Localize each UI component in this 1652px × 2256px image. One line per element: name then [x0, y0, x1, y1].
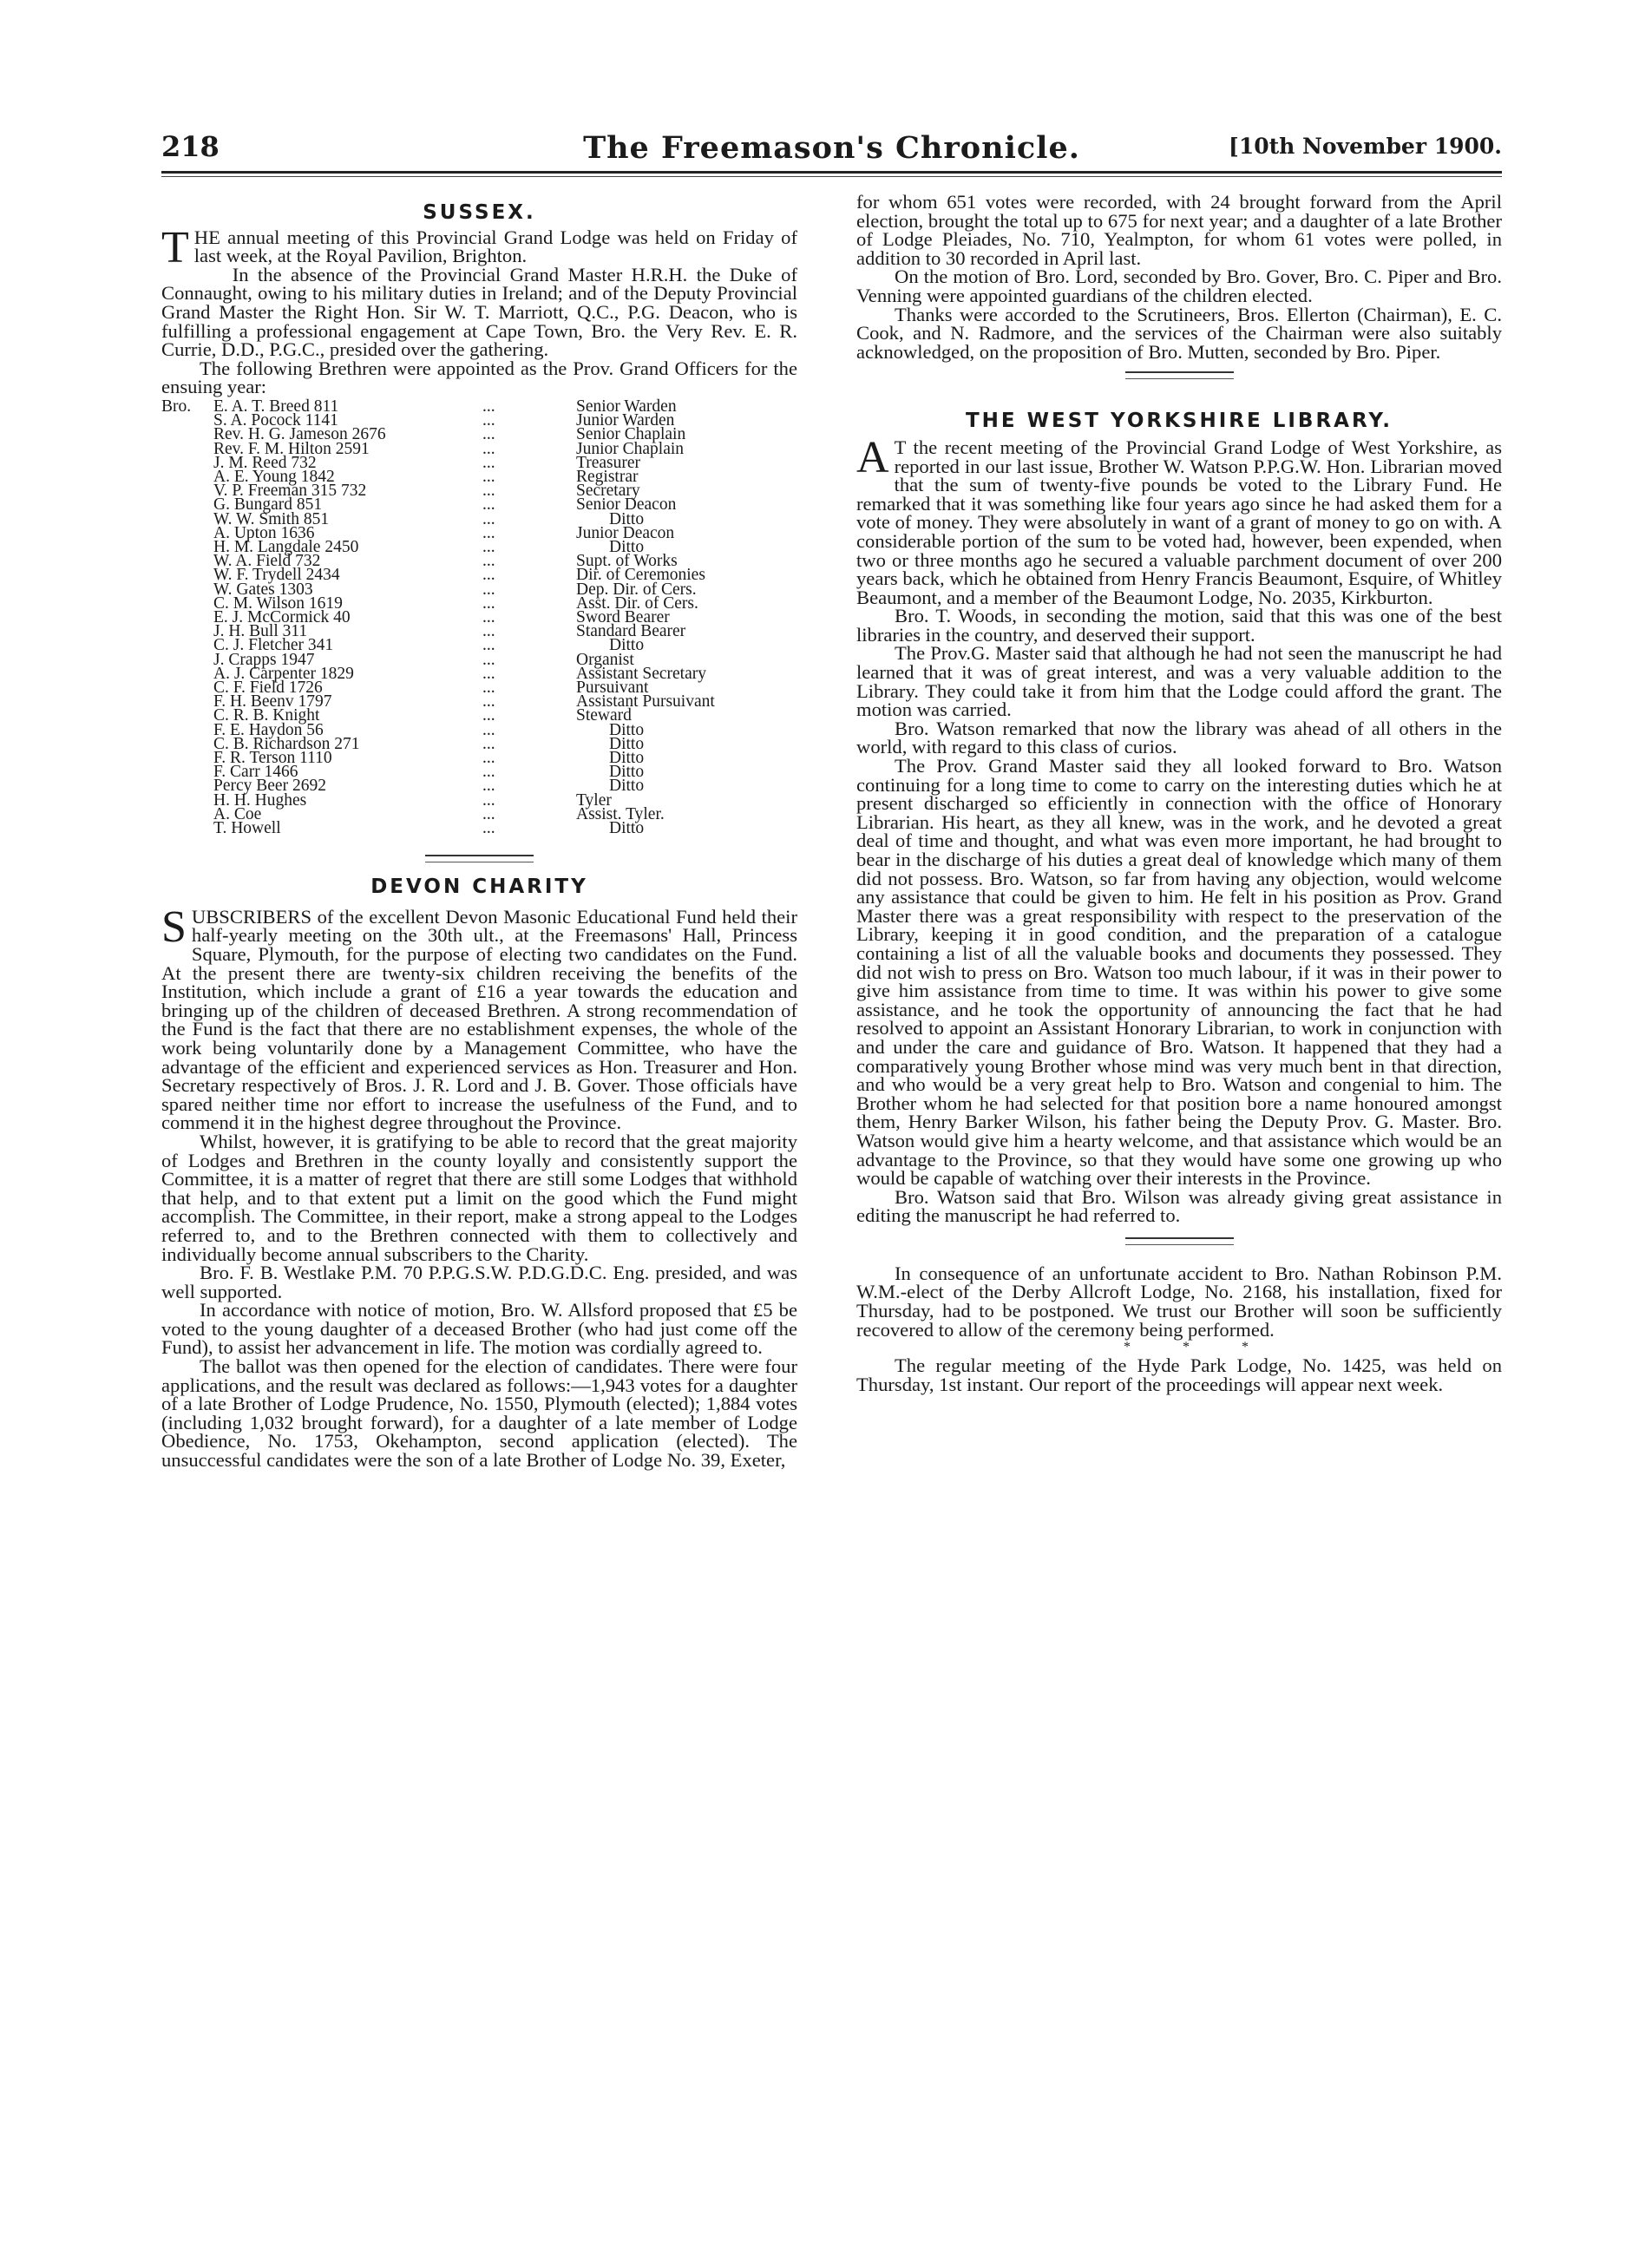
devon-paragraph-4: In accordance with notice of motion, Bro. W. Allsford proposed that £5 be voted to the young daughter of a deceased Brother (who had just come off the Fund), to assist her advancement in life. The motion was cordially agreed to. [161, 1299, 797, 1359]
officer-office: Junior Chaplain [576, 439, 685, 458]
officer-bro-label [161, 611, 213, 625]
officer-bro-label [161, 667, 213, 681]
sussex-paragraph-1 [161, 222, 797, 272]
officer-office: Ditto [609, 734, 645, 753]
issue-date: [10th November 1900. [1228, 134, 1502, 159]
officer-leader-dots: ... [482, 734, 495, 753]
officer-name: W. F. Trydell 2434 [213, 566, 340, 585]
officer-name: J. Crapps 1947 [213, 650, 315, 669]
officer-name: V. P. Freeman 315 732 [213, 482, 367, 501]
officer-bro-label [161, 794, 213, 808]
officer-office: Steward [576, 706, 632, 725]
officer-name: J. H. Bull 311 [213, 622, 308, 641]
officer-leader-dots: ... [482, 622, 495, 641]
officer-office: Tyler [576, 790, 612, 810]
officer-leader-dots: ... [482, 439, 495, 458]
officer-leader-dots: ... [482, 566, 495, 585]
officer-office: Senior Warden [576, 397, 677, 416]
officer-office: Junior Deacon [576, 523, 675, 542]
officer-office: Ditto [609, 636, 645, 655]
officer-leader-dots: ... [482, 763, 495, 782]
officer-name: J. M. Reed 732 [213, 453, 317, 472]
right-column [856, 193, 1502, 1394]
officer-bro-label [161, 724, 213, 738]
section-ornament [425, 855, 534, 862]
officer-bro-label [161, 443, 213, 456]
officer-bro-label [161, 625, 213, 639]
wy-paragraph-6: Bro. Watson said that Bro. Wilson was already giving great assistance in editing the manuscript he had referred to. [856, 1185, 1502, 1227]
officer-name: F. H. Beenv 1797 [213, 692, 332, 712]
officer-leader-dots: ... [482, 495, 495, 515]
officer-office: Supt. of Works [576, 552, 678, 571]
officer-office: Ditto [609, 763, 645, 782]
officer-leader-dots: ... [482, 580, 495, 599]
officer-leader-dots: ... [482, 679, 495, 697]
officer-office: Organist [576, 650, 634, 669]
officer-office: Junior Warden [576, 411, 675, 430]
officer-name: H. H. Hughes [213, 790, 307, 810]
officer-leader-dots: ... [482, 397, 495, 416]
officer-leader-dots: ... [482, 664, 495, 683]
officer-bro-label [161, 568, 213, 582]
officer-name: C. R. B. Knight [213, 706, 320, 725]
page-number: 218 [161, 130, 220, 163]
officer-office: Assistant Pursuivant [576, 692, 715, 712]
officer-bro-label [161, 639, 213, 653]
devon-dropcap: S [161, 902, 187, 952]
officers-table-body [161, 397, 797, 838]
officer-bro-label [161, 513, 213, 527]
officer-bro-label [161, 779, 213, 793]
officer-office: Ditto [609, 720, 645, 739]
officer-bro-label [161, 822, 213, 836]
officer-bro-label [161, 808, 213, 822]
officer-leader-dots: ... [482, 692, 495, 712]
masthead [161, 130, 1502, 172]
officer-leader-dots: ... [482, 790, 495, 810]
star-separator: * * * [1124, 1340, 1273, 1355]
wy-paragraph-3: The Prov.G. Master said that although he had not seen the manuscript he had learned that it was of great interest, and was a very valuable addition to the Library. They could take it from him that the Lodge could afford the grant. The motion was carried. [856, 642, 1502, 721]
officer-leader-dots: ... [482, 720, 495, 739]
officer-office: Registrar [576, 467, 639, 486]
officer-name: A. E. Young 1842 [213, 467, 335, 486]
officer-office: Assist. Tyler. [576, 804, 665, 823]
officer-name: Rev. F. M. Hilton 2591 [213, 439, 370, 458]
officer-bro-label: Bro. [161, 397, 192, 416]
officer-leader-dots: ... [482, 453, 495, 472]
officer-name: C. F. Field 1726 [213, 679, 323, 697]
officer-leader-dots: ... [482, 650, 495, 669]
officer-office: Ditto [609, 537, 645, 556]
officer-leader-dots: ... [482, 537, 495, 556]
officer-leader-dots: ... [482, 636, 495, 655]
officer-name: Percy Beer 2692 [213, 777, 326, 796]
officer-bro-label [161, 484, 213, 498]
officers-table [161, 397, 797, 838]
officer-leader-dots: ... [482, 804, 495, 823]
officer-leader-dots: ... [482, 482, 495, 501]
officer-office: Pursuivant [576, 679, 649, 697]
officer-name: E. A. T. Breed 811 [213, 397, 339, 416]
officer-name: F. E. Haydon 56 [213, 720, 324, 739]
officer-leader-dots: ... [482, 819, 495, 838]
officer-name: F. R. Terson 1110 [213, 749, 332, 768]
officer-bro-label [161, 498, 213, 512]
officer-office: Senior Deacon [576, 495, 677, 515]
sussex-paragraph-1-text: HE annual meeting of this Provincial Grand Lodge was held on Friday of last week, at the Royal Pavilion, Brighton. [193, 226, 797, 267]
officer-bro-label [161, 541, 213, 554]
devon-paragraph-8: Thanks were accorded to the Scrutineers, Bros. Ellerton (Chairman), E. C. Cook, and N. Radmore, and the services of the Chairman were also suitably acknowledged, on the proposition of Bro. Mutten, seconded by Bro. Piper. [856, 303, 1502, 363]
sussex-heading: SUSSEX. [423, 201, 536, 224]
officer-name: E. J. McCormick 40 [213, 607, 351, 626]
wy-paragraph-2: Bro. T. Woods, in seconding the motion, said that this was one of the best libraries in the country, and deserved their support. [856, 605, 1502, 646]
officer-name: W. Gates 1303 [213, 580, 313, 599]
devon-paragraph-2: Whilst, however, it is gratifying to be able to record that the great majority of Lodges and Brethren in the county loyally and consistently support the Committee, it is a matter of regret that there are still some Lodges that withhold that help, and to that extent put a limit on the good which the Fund might accomplish. The Committee, in their report, make a strong appeal to the Lodges referred to, and to the Brethren connected with them to collectively and individually become annual subscribers to the Charity. [161, 1130, 797, 1265]
officer-bro-label [161, 583, 213, 597]
officer-name: Rev. H. G. Jameson 2676 [213, 425, 386, 444]
officer-office: Ditto [609, 819, 645, 838]
officer-office: Sword Bearer [576, 607, 670, 626]
officer-name: C. J. Fletcher 341 [213, 636, 334, 655]
officer-bro-label [161, 470, 213, 484]
officer-bro-label [161, 414, 213, 428]
officer-row [161, 822, 797, 836]
officer-name: C. B. Richardson 271 [213, 734, 360, 753]
officer-office: Dir. of Ceremonies [576, 566, 705, 585]
devon-paragraph-7: On the motion of Bro. Lord, seconded by Bro. Gover, Bro. C. Piper and Bro. Venning were appointed guardians of the children elected. [856, 266, 1502, 306]
officer-name: A. Upton 1636 [213, 523, 315, 542]
officer-name: W. A. Field 732 [213, 552, 321, 571]
notes-paragraph-2: The regular meeting of the Hyde Park Lodge, No. 1425, was held on Thursday, 1st instant. Our report of the proceedings will appear next week. [856, 1354, 1502, 1395]
sussex-paragraph-3: The following Brethren were appointed as the Prov. Grand Officers for the ensuing year: [161, 357, 797, 398]
officer-bro-label [161, 695, 213, 709]
officer-office: Ditto [609, 509, 645, 528]
devon-paragraph-6: for whom 651 votes were recorded, with 24 brought forward from the April election, brought the total up to 675 for next year; and a daughter of a late Brother of Lodge Pleiades, No. 710, Yealmpton, for whom 61 votes were polled, in addition to 30 recorded in April last. [856, 191, 1502, 269]
wy-paragraph-5: The Prov. Grand Master said they all looked forward to Bro. Watson continuing for a long time to come to carry on the interesting duties which he at present discharged so efficiently in connection with the office of Honorary Librarian. His heart, as they all knew, was in the work, and he devoted a great deal of time and thought, and what was even more important, he had brought to bear in the discharge of his duties a great deal of knowledge which many of them did not possess. Bro. Watson, so far from having any objection, would welcome any assistance that could be given to him. He felt in his position as Prov. Grand Master there was a great responsibility with respect to the preservation of the Library, keeping it in good condition, and the preparation of a catalogue containing a list of all the valuable books and documents they possessed. They did not wish to press on Bro. Watson too much labour, if it was in their power to give him assistance from time to time. It was within his power to give some assistance, and he took the opportunity of announcing the fact that he had resolved to appoint an Assistant Honorary Librarian, to work in conjunction with and under the care and guidance of Bro. Watson. It happened that they had a comparatively young Brother whose mind was very much bent in that direction, and who would be a very great help to Bro. Watson and congenial to him. The Brother whom he had selected for that position bore a name honoured amongst them, Henry Barker Wilson, his father being the Deputy Prov. G. Master. Bro. Watson would give him a hearty welcome, and that assistance which would be an advantage to the Province, so that they would have some one growing up who would be capable of watching over their interests in the Province. [856, 755, 1502, 1190]
officer-office: Assistant Secretary [576, 664, 707, 683]
officer-leader-dots: ... [482, 467, 495, 486]
officer-bro-label [161, 765, 213, 779]
officer-office: Treasurer [576, 453, 641, 472]
devon-paragraph-1-text: UBSCRIBERS of the excellent Devon Masonic Educational Fund held their half-yearly meeting on the 30th ult., at the Freemasons' Hall, Princess Square, Plymouth, for the purpose of electing two candidates on the Fund. At the present there are twenty-six children receiving the benefits of the Institution, which include a grant of £16 a year towards the education and bringing up of the children of deceased Brethren. A strong recommendation of the Fund is the fact that there are no establishment expenses, the whole of the work being voluntarily done by a Management Committee, who have the advantage of the efficient and experienced services as Hon. Treasurer and Hon. Secretary respectively of Bros. J. R. Lord and J. B. Gover. Those officials have spared neither time nor effort to increase the usefulness of the Fund, and to commend it in the highest degree throughout the Province. [161, 905, 797, 1134]
officer-leader-dots: ... [482, 607, 495, 626]
wy-paragraph-1 [856, 432, 1502, 608]
officer-office: Ditto [609, 749, 645, 768]
officer-bro-label [161, 456, 213, 470]
officer-name: H. M. Langdale 2450 [213, 537, 359, 556]
officer-name: C. M. Wilson 1619 [213, 594, 343, 613]
officer-office: Ditto [609, 777, 645, 796]
section-ornament [1125, 1237, 1234, 1245]
officer-bro-label [161, 554, 213, 568]
officer-bro-label [161, 738, 213, 751]
officer-leader-dots: ... [482, 523, 495, 542]
officer-leader-dots: ... [482, 706, 495, 725]
devon-paragraph-3: Bro. F. B. Westlake P.M. 70 P.P.G.S.W. P.D.G.D.C. Eng. presided, and was well supported. [161, 1262, 797, 1302]
officer-leader-dots: ... [482, 777, 495, 796]
sussex-paragraph-2: In the absence of the Provincial Grand Master H.R.H. the Duke of Connaught, owing to his military duties in Ireland; and of the Deputy Provincial Grand Master the Right Hon. Sir W. T. Marriott, Q.C., P.G. Deacon, who is fulfilling a professional engagement at Cape Town, Bro. the Very Rev. E. R. Currie, D.D., P.G.C., presided over the gathering. [161, 263, 797, 361]
officer-name: T. Howell [213, 819, 281, 838]
officer-name: W. W. Smith 851 [213, 509, 330, 528]
wy-paragraph-1-text: T the recent meeting of the Provincial Grand Lodge of West Yorkshire, as reported in our last issue, Brother W. Watson P.P.G.W. Hon. Librarian moved that the sum of twenty-five pounds be voted to the Library Fund. He remarked that it was something like four years ago since he had asked them for a vote of money. They were absolutely in want of a grant of money to go on with. A considerable portion of the sum to be voted had, however, been expended, when two or three months ago he secured a valuable parchment document of over 200 years back, which he obtained from Henry Francis Beaumont, Esquire, of Whitley Beaumont, and a member of the Beaumont Lodge, No. 2035, Kirkburton. [856, 436, 1502, 608]
publication-title: The Freemason's Chronicle. [583, 130, 1080, 166]
officer-office: Dep. Dir. of Cers. [576, 580, 697, 599]
section-ornament [1125, 371, 1234, 379]
officer-name: S. A. Pocock 1141 [213, 411, 338, 430]
officer-office: Senior Chaplain [576, 425, 686, 444]
officer-leader-dots: ... [482, 749, 495, 768]
wy-dropcap: A [856, 432, 889, 482]
devon-heading: DEVON CHARITY [370, 876, 588, 899]
officer-leader-dots: ... [482, 552, 495, 571]
officer-bro-label [161, 653, 213, 667]
officer-office: Asst. Dir. of Cers. [576, 594, 698, 613]
officer-name: A. J. Carpenter 1829 [213, 664, 354, 683]
officer-bro-label [161, 428, 213, 442]
notes-paragraph-1: In consequence of an unfortunate accident to Bro. Nathan Robinson P.M. W.M.-elect of the Derby Allcroft Lodge, No. 2168, his installation, fixed for Thursday, had to be postponed. We trust our Brother will soon be sufficiently recovered to allow of the ceremony being performed. [856, 1262, 1502, 1341]
officer-leader-dots: ... [482, 411, 495, 430]
wy-paragraph-4: Bro. Watson remarked that now the library was ahead of all others in the world, with regard to this class of curios. [856, 717, 1502, 758]
officer-office: Standard Bearer [576, 622, 686, 641]
officer-name: A. Coe [213, 804, 262, 823]
header-rule [161, 171, 1502, 174]
officer-leader-dots: ... [482, 425, 495, 444]
officer-bro-label [161, 597, 213, 611]
officer-leader-dots: ... [482, 509, 495, 528]
devon-paragraph-1 [161, 902, 797, 1134]
officer-bro-label [161, 709, 213, 723]
west-yorkshire-heading: THE WEST YORKSHIRE LIBRARY. [965, 410, 1393, 433]
officer-name: G. Bungard 851 [213, 495, 323, 515]
officer-name: F. Carr 1466 [213, 763, 298, 782]
officer-bro-label [161, 527, 213, 541]
sussex-dropcap: T [161, 222, 189, 272]
officer-office: Secretary [576, 482, 640, 501]
officer-leader-dots: ... [482, 594, 495, 613]
officer-bro-label [161, 751, 213, 765]
devon-paragraph-5: The ballot was then opened for the election of candidates. There were four applications, and the result was declared as follows:—1,943 votes for a daughter of a late Brother of Lodge Prudence, No. 1550, Plymouth (elected); 1,884 votes (including 1,032 brought forward), for a daughter of a late member of Lodge Obedience, No. 1753, Okehampton, second application (elected). The unsuccessful candidates were the son of a late Brother of Lodge No. 39, Exeter, [161, 1355, 797, 1472]
header-rule-thin [161, 176, 1502, 177]
left-column [161, 193, 797, 1470]
officer-bro-label [161, 681, 213, 695]
